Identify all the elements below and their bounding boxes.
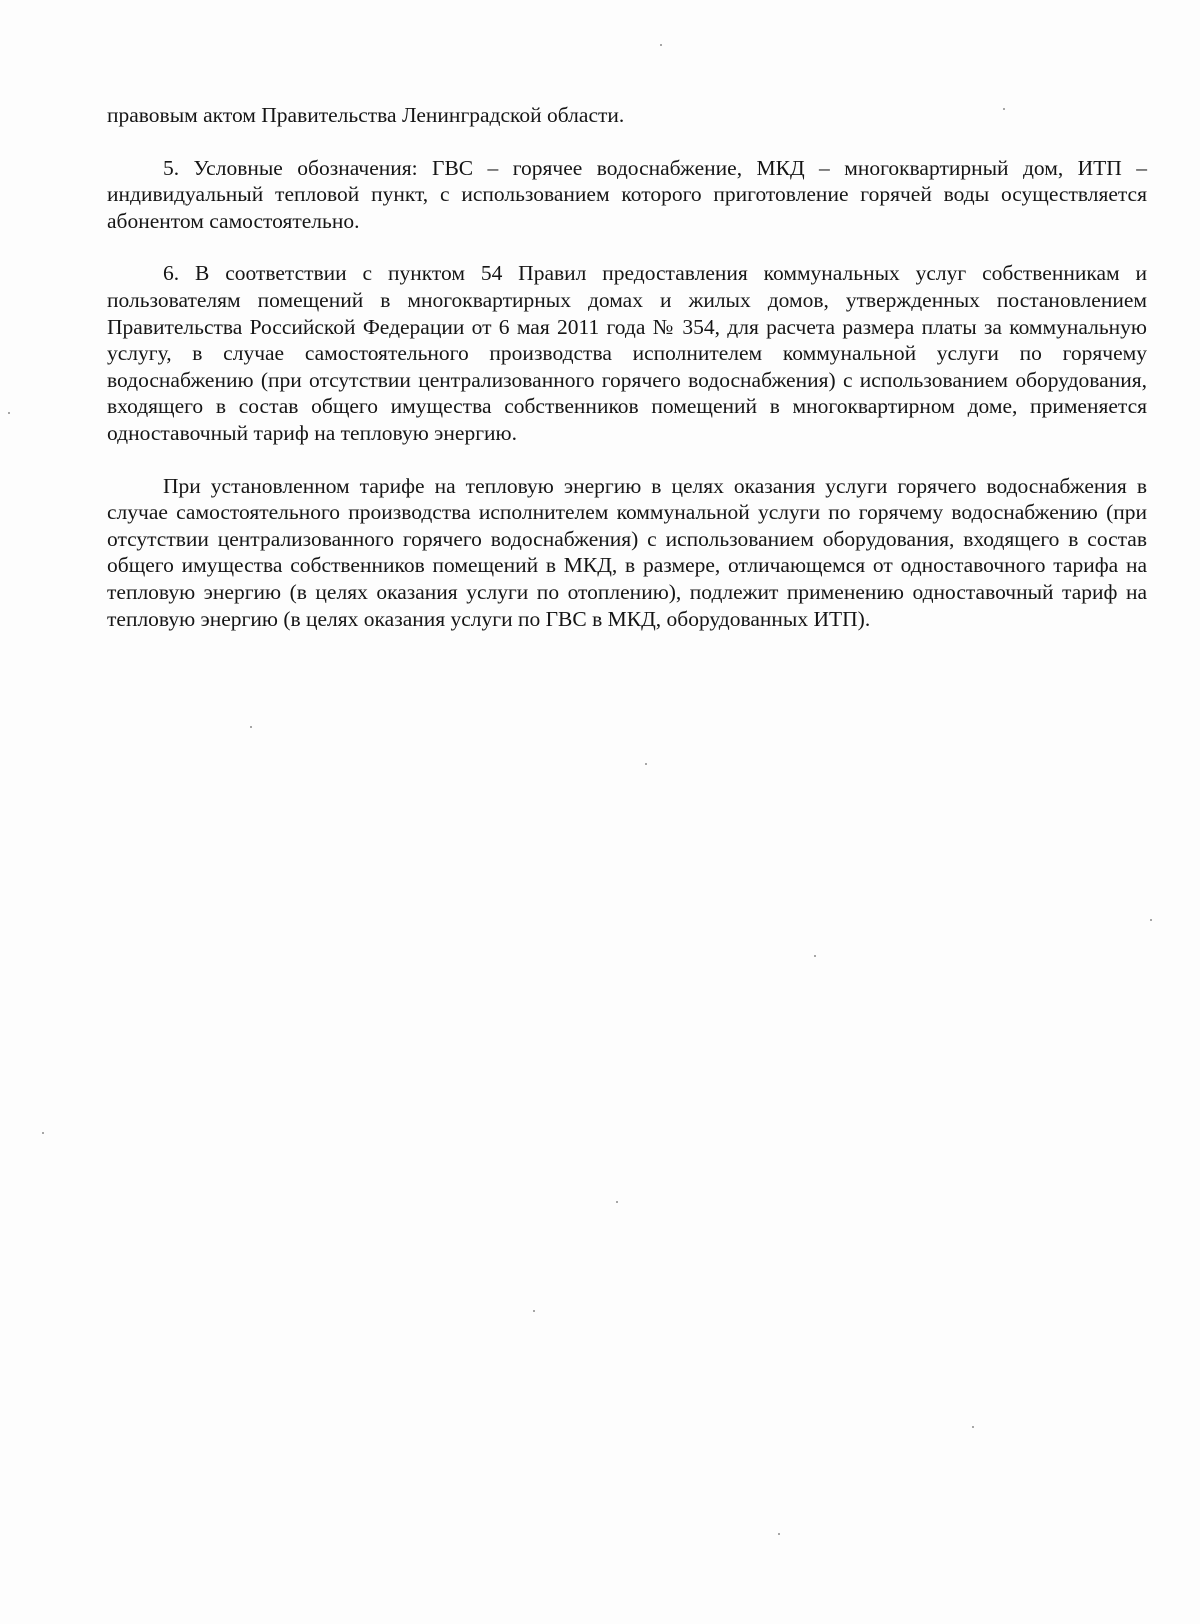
scan-speck (645, 763, 647, 765)
scan-speck (42, 1132, 44, 1134)
paragraph-tariff-note: При установленном тарифе на тепловую энергию в целях оказания услуги горячего водоснабжения в случае самостоятельного производства исполнителем коммунальной услуги по горячему водоснабжению (при отсутствии централизованного горячего водоснабжения) с использованием оборудования, входящего в состав общего имущества собственников помещений в МКД, в размере, отличающемся от одноставочного тарифа на тепловую энергию (в целях оказания услуги по отоплению), подлежит применению одноставочный тариф на тепловую энергию (в целях оказания услуги по ГВС в МКД, оборудованных ИТП). (107, 473, 1147, 631)
scan-speck (616, 1201, 618, 1203)
scan-speck (250, 726, 252, 728)
document-body (107, 102, 1147, 658)
paragraph-continuation: правовым актом Правительства Ленинградской области. (107, 103, 625, 127)
scan-speck (1003, 108, 1005, 110)
scan-speck (660, 44, 662, 46)
scan-speck (533, 1310, 535, 1312)
paragraph-item-6: 6. В соответствии с пунктом 54 Правил предоставления коммунальных услуг собственникам и пользователям помещений в многоквартирных домах и жилых домов, утвержденных постановлением Правительства Российской Федерации от 6 мая 2011 года № 354, для расчета размера платы за коммунальную услугу, в случае самостоятельного производства исполнителем коммунальной услуги по горячему водоснабжению (при отсутствии централизованного горячего водоснабжения) с использованием оборудования, входящего в состав общего имущества собственников помещений в многоквартирном доме, применяется одноставочный тариф на тепловую энергию. (107, 261, 1147, 445)
scan-speck (8, 412, 10, 414)
scan-speck (778, 1533, 780, 1535)
paragraph-item-5: 5. Условные обозначения: ГВС – горячее водоснабжение, МКД – многоквартирный дом, ИТП – индивидуальный тепловой пункт, с использованием которого приготовление горячей воды осуществляется абонентом самостоятельно. (107, 155, 1147, 233)
scan-speck (1150, 919, 1152, 921)
scan-speck (972, 1426, 974, 1428)
scan-speck (814, 955, 816, 957)
